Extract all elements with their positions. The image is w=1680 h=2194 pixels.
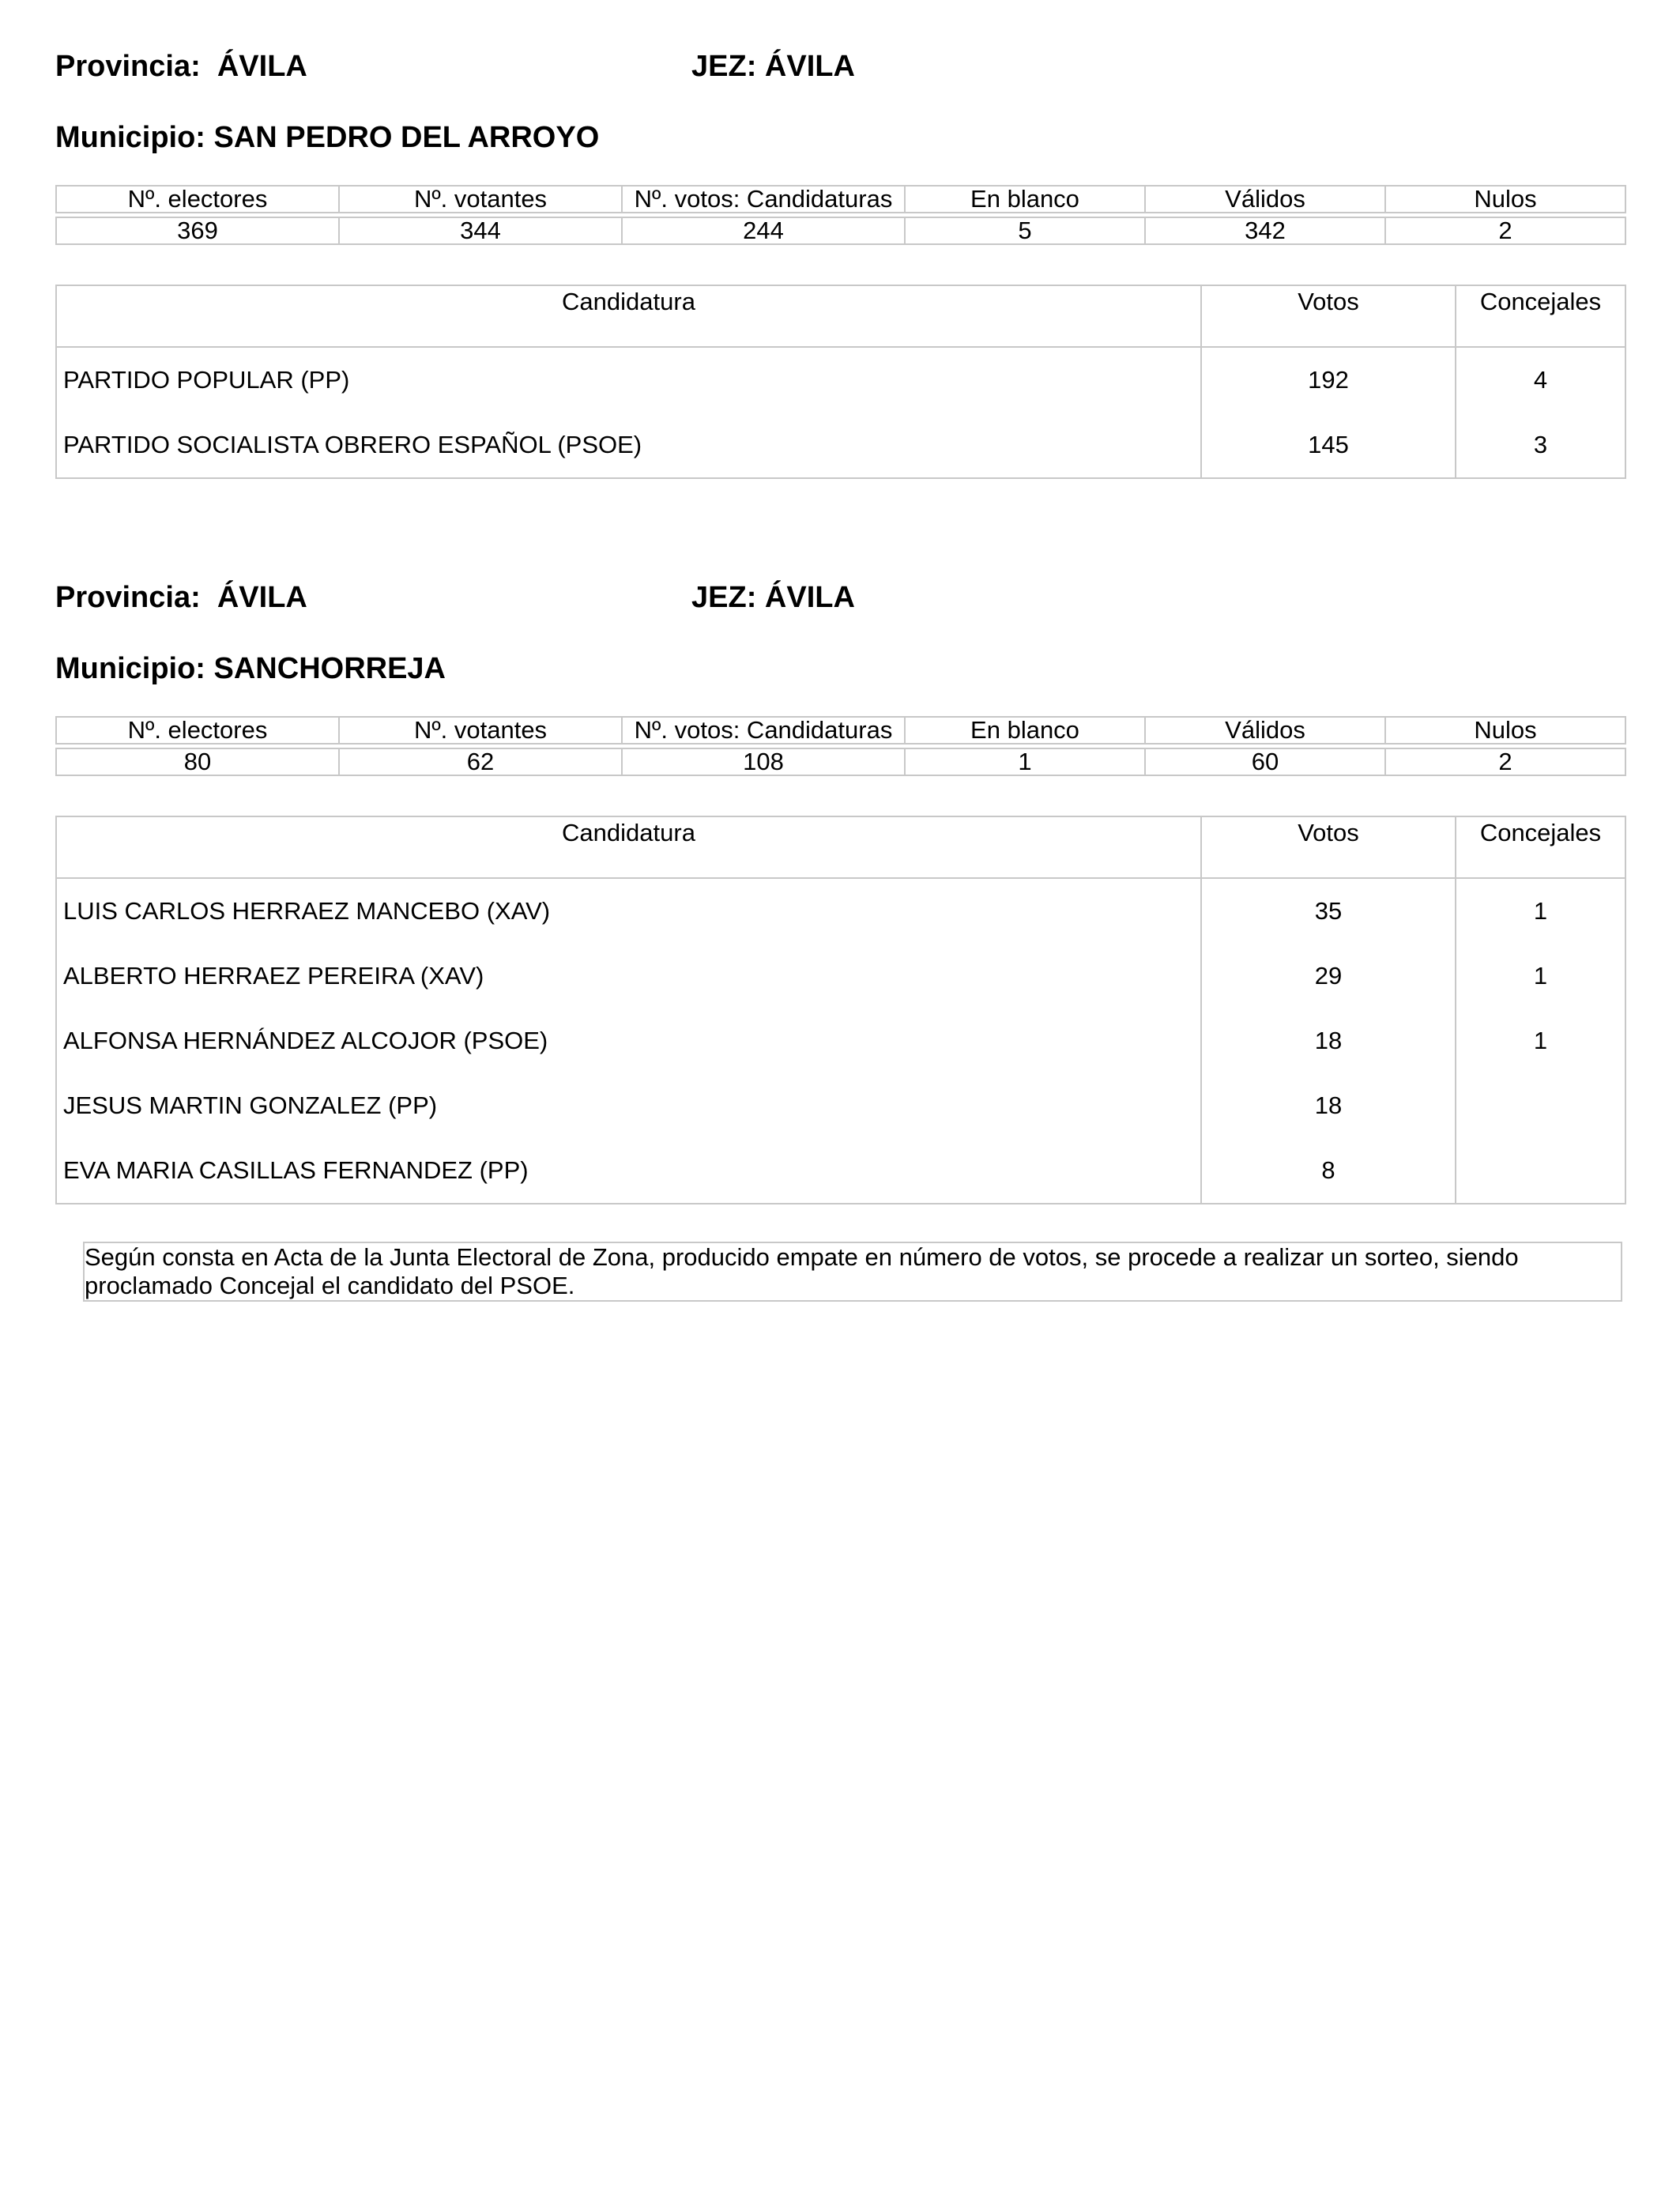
municipio-label: Municipio: SAN PEDRO DEL ARROYO <box>55 121 600 154</box>
header-candidatura: Candidatura <box>56 285 1201 347</box>
stats-header-votantes: Nº. votantes <box>339 717 622 744</box>
candidate-concejales: 1 <box>1456 1008 1625 1073</box>
stats-header-row <box>56 186 1625 213</box>
candidate-row <box>56 1138 1625 1204</box>
header-votos: Votos <box>1201 816 1456 878</box>
stats-value-votantes: 344 <box>339 217 622 244</box>
stats-header-electores: Nº. electores <box>56 186 339 213</box>
stats-header-validos: Válidos <box>1145 717 1385 744</box>
stats-value-validos: 342 <box>1145 217 1385 244</box>
candidate-name: ALBERTO HERRAEZ PEREIRA (XAV) <box>56 944 1201 1008</box>
candidate-votos: 145 <box>1201 413 1456 478</box>
candidate-votos: 29 <box>1201 944 1456 1008</box>
candidate-votos: 35 <box>1201 878 1456 944</box>
stats-header-votos-candidaturas: Nº. votos: Candidaturas <box>622 186 905 213</box>
provincia-label: Provincia: ÁVILA <box>55 581 307 614</box>
stats-value-en-blanco: 5 <box>905 217 1145 244</box>
candidate-votos: 192 <box>1201 347 1456 413</box>
stats-header-nulos: Nulos <box>1385 717 1625 744</box>
candidate-row <box>56 413 1625 478</box>
candidate-row <box>56 347 1625 413</box>
candidate-row <box>56 1073 1625 1138</box>
candidate-votos: 18 <box>1201 1073 1456 1138</box>
stats-value-validos: 60 <box>1145 748 1385 775</box>
jez-label: JEZ: ÁVILA <box>691 581 855 614</box>
candidate-name: JESUS MARTIN GONZALEZ (PP) <box>56 1073 1201 1138</box>
stats-value-electores: 80 <box>56 748 339 775</box>
municipio-label: Municipio: SANCHORREJA <box>55 652 446 685</box>
candidates-table <box>55 816 1626 1204</box>
candidate-concejales <box>1456 1138 1625 1204</box>
candidate-concejales <box>1456 1073 1625 1138</box>
candidates-header-row <box>56 285 1625 347</box>
stats-value-votantes: 62 <box>339 748 622 775</box>
stats-header-votos-candidaturas: Nº. votos: Candidaturas <box>622 717 905 744</box>
stats-header-row <box>56 717 1625 744</box>
stats-value-row <box>56 748 1625 775</box>
candidate-name: LUIS CARLOS HERRAEZ MANCEBO (XAV) <box>56 878 1201 944</box>
stats-header-votantes: Nº. votantes <box>339 186 622 213</box>
stats-table <box>55 716 1626 776</box>
candidate-name: PARTIDO SOCIALISTA OBRERO ESPAÑOL (PSOE) <box>56 413 1201 478</box>
stats-value-nulos: 2 <box>1385 748 1625 775</box>
stats-value-votos-candidaturas: 244 <box>622 217 905 244</box>
candidate-concejales: 1 <box>1456 944 1625 1008</box>
stats-value-en-blanco: 1 <box>905 748 1145 775</box>
header-concejales: Concejales <box>1456 285 1625 347</box>
stats-table <box>55 185 1626 245</box>
stats-header-nulos: Nulos <box>1385 186 1625 213</box>
stats-header-en-blanco: En blanco <box>905 717 1145 744</box>
tie-break-note: Según consta en Acta de la Junta Electoral de Zona, producido empate en número de votos, se procede a realizar un sorteo, siendo proclamado Concejal el candidato del PSOE. <box>83 1242 1622 1302</box>
header-line <box>55 50 1625 89</box>
stats-value-electores: 369 <box>56 217 339 244</box>
candidate-name: PARTIDO POPULAR (PP) <box>56 347 1201 413</box>
stats-value-nulos: 2 <box>1385 217 1625 244</box>
candidate-votos: 8 <box>1201 1138 1456 1204</box>
candidate-name: ALFONSA HERNÁNDEZ ALCOJOR (PSOE) <box>56 1008 1201 1073</box>
candidates-header-row <box>56 816 1625 878</box>
header-line <box>55 581 1625 620</box>
candidate-row <box>56 1008 1625 1073</box>
stats-header-electores: Nº. electores <box>56 717 339 744</box>
candidate-name: EVA MARIA CASILLAS FERNANDEZ (PP) <box>56 1138 1201 1204</box>
header-concejales: Concejales <box>1456 816 1625 878</box>
candidate-concejales: 1 <box>1456 878 1625 944</box>
provincia-label: Provincia: ÁVILA <box>55 50 307 83</box>
candidate-concejales: 4 <box>1456 347 1625 413</box>
candidate-row <box>56 878 1625 944</box>
header-votos: Votos <box>1201 285 1456 347</box>
candidate-concejales: 3 <box>1456 413 1625 478</box>
stats-header-validos: Válidos <box>1145 186 1385 213</box>
jez-label: JEZ: ÁVILA <box>691 50 855 83</box>
stats-value-row <box>56 217 1625 244</box>
stats-value-votos-candidaturas: 108 <box>622 748 905 775</box>
candidates-table <box>55 285 1626 479</box>
candidate-row <box>56 944 1625 1008</box>
candidate-votos: 18 <box>1201 1008 1456 1073</box>
stats-header-en-blanco: En blanco <box>905 186 1145 213</box>
header-candidatura: Candidatura <box>56 816 1201 878</box>
